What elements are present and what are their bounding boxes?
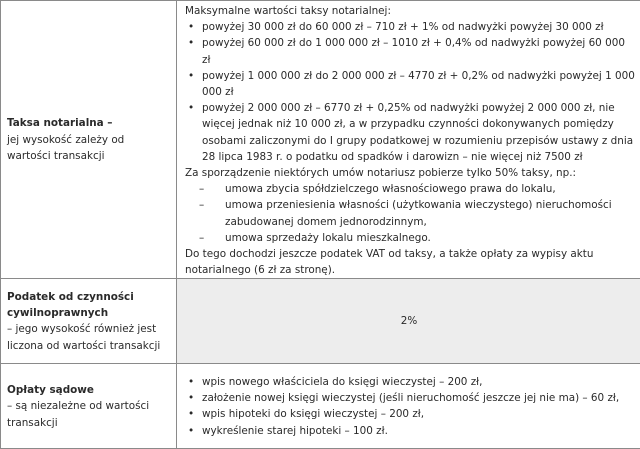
list-item: • wpis hipoteki do księgi wieczystej – 200 zł,: [185, 406, 635, 422]
notary-outro: Do tego dochodzi jeszcze podatek VAT od taksy, a także opłaty za wypisy aktu notarialnego (6 zł za stronę).: [185, 246, 635, 278]
discount-contract-list: [185, 181, 635, 246]
list-item: • powyżej 30 000 zł do 60 000 zł – 710 zł + 1% od nadwyżki powyżej 30 000 zł: [185, 19, 635, 35]
list-item: • założenie nowej księgi wieczystej (jeśli nieruchomość jeszcze jej nie ma) – 60 zł,: [185, 390, 635, 406]
row-label-cell: [1, 364, 177, 449]
row-content-cell: [177, 364, 640, 449]
row-subtitle: – jego wysokość również jest liczona od wartości transakcji: [7, 321, 170, 353]
list-item: – umowa zbycia spółdzielczego własnościowego prawa do lokalu,: [185, 181, 635, 197]
row-content-cell: [177, 1, 640, 279]
row-subtitle: – są niezależne od wartości transakcji: [7, 398, 170, 430]
row-content-cell: [177, 279, 640, 364]
row-label-cell: [1, 279, 177, 364]
row-title: Opłaty sądowe: [7, 382, 170, 398]
list-item: • powyżej 60 000 zł do 1 000 000 zł – 1010 zł + 0,4% od nadwyżki powyżej 60 000 zł: [185, 35, 635, 67]
notary-fee-list: [185, 19, 635, 165]
court-fee-list: [185, 374, 635, 439]
list-item: • wykreślenie starej hipoteki – 100 zł.: [185, 423, 635, 439]
list-item: • powyżej 2 000 000 zł – 6770 zł + 0,25% od nadwyżki powyżej 2 000 000 zł, nie więcej jednak niż 10 000 zł, a w przypadku czynności dokonywanych pomiędzy osobami zaliczonymi do I grupy podatkowej w rozumieniu przepisów ustawy z dnia 28 lipca 1983 r. o podatku od spadków i darowizn – nie więcej niż 7500 zł: [185, 100, 635, 165]
list-item: • wpis nowego właściciela do księgi wieczystej – 200 zł,: [185, 374, 635, 390]
row-subtitle: jej wysokość zależy od wartości transakcji: [7, 132, 170, 164]
notary-intro: Maksymalne wartości taksy notarialnej:: [185, 3, 635, 19]
row-title: Taksa notarialna –: [7, 115, 170, 131]
list-item: – umowa przeniesienia własności (użytkowania wieczystego) nieruchomości zabudowanej domem jednorodzinnym,: [185, 197, 635, 229]
tax-rate-value: 2%: [401, 315, 417, 327]
discount-intro: Za sporządzenie niektórych umów notariusz pobierze tylko 50% taksy, np.:: [185, 165, 635, 181]
list-item: – umowa sprzedaży lokalu mieszkalnego.: [185, 230, 635, 246]
row-title: Podatek od czynności cywilnoprawnych: [7, 289, 170, 321]
table-row-civil-tax: [1, 279, 640, 364]
table-row-court-fees: [1, 364, 640, 449]
table-row-notary-fee: [1, 1, 640, 279]
row-label-cell: [1, 1, 177, 279]
list-item: • powyżej 1 000 000 zł do 2 000 000 zł – 4770 zł + 0,2% od nadwyżki powyżej 1 000 000 zł: [185, 68, 635, 100]
